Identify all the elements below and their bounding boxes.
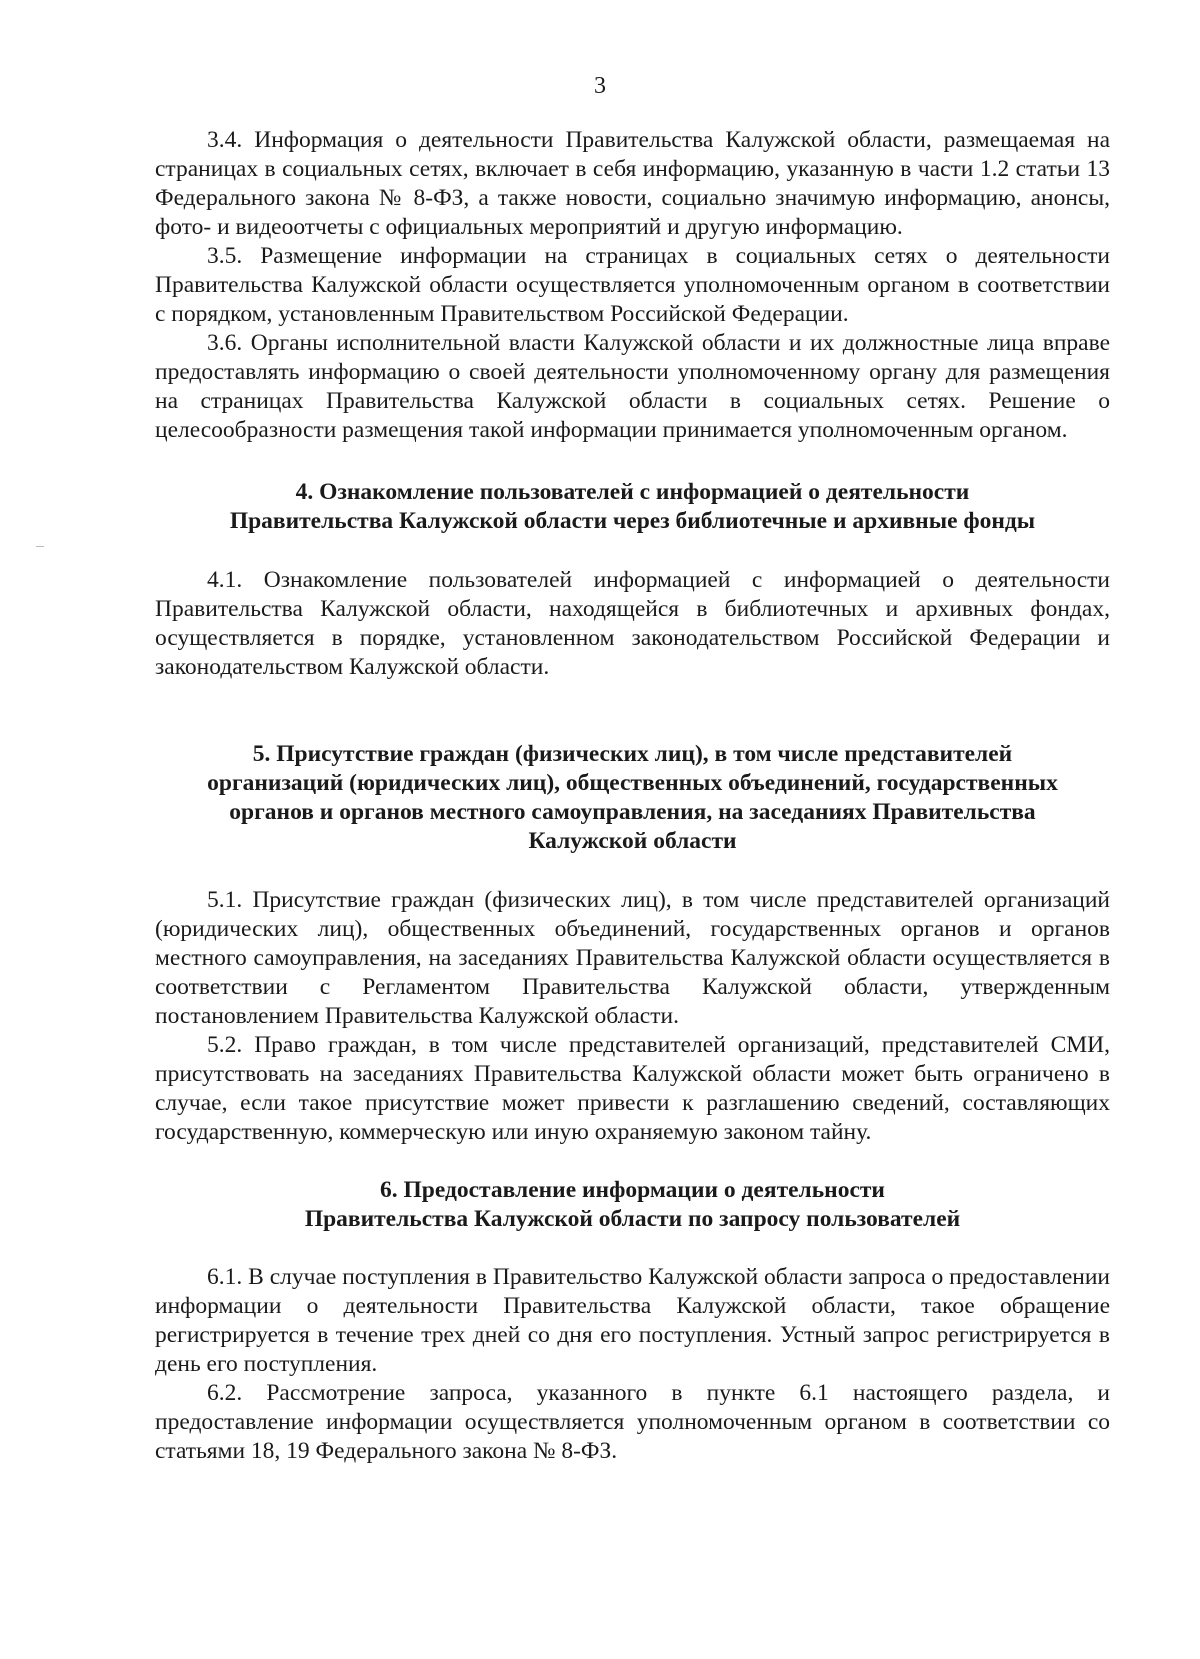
paragraph-6-2: 6.2. Рассмотрение запроса, указанного в пункте 6.1 настоящего раздела, и предоставление информации осуществляется уполномоченным органом в соответствии со статьями 18, 19 Федерального закона № 8-ФЗ. xyxy=(155,1380,1110,1464)
section-5-heading xyxy=(155,740,1110,856)
section-6 xyxy=(155,1176,1110,1466)
section-5-heading-line: организаций (юридических лиц), общественных объединений, государственных xyxy=(207,770,1058,796)
section-6-heading-line: 6. Предоставление информации о деятельности xyxy=(380,1177,885,1203)
section-5-heading-line: Калужской области xyxy=(528,828,737,854)
paragraph-3-5: 3.5. Размещение информации на страницах в социальных сетях о деятельности Правительства Калужской области осуществляется уполномоченным органом в соответствии с порядком, установленным Правительством Российской Федерации. xyxy=(155,243,1110,327)
section-6-heading-line: Правительства Калужской области по запросу пользователей xyxy=(304,1206,961,1232)
paragraph-6-1: 6.1. В случае поступления в Правительство Калужской области запроса о предоставлении информации о деятельности Правительства Калужской области, такое обращение регистрируется в течение трех дней со дня его поступления. Устный запрос регистрируется в день его поступления. xyxy=(155,1264,1110,1377)
scan-artifact-mark xyxy=(36,546,44,547)
section-6-heading xyxy=(155,1176,1110,1234)
paragraph-5-1: 5.1. Присутствие граждан (физических лиц), в том числе представителей организаций (юридических лиц), общественных объединений, государственных органов и органов местного самоуправления, на заседаниях Правительства Калужской области осуществляется в соответствии с Регламентом Правительства Калужской области, утвержденным постановлением Правительства Калужской области. xyxy=(155,887,1110,1029)
paragraph-5-2: 5.2. Право граждан, в том числе представителей организаций, представителей СМИ, присутствовать на заседаниях Правительства Калужской области может быть ограничено в случае, если такое присутствие может привести к разглашению сведений, составляющих государственную, коммерческую или иную охраняемую законом тайну. xyxy=(155,1032,1110,1145)
document-body xyxy=(155,126,1110,1466)
paragraph-3-6: 3.6. Органы исполнительной власти Калужской области и их должностные лица вправе предоставлять информацию о своей деятельности уполномоченному органу для размещения на страницах Правительства Калужской области в социальных сетях. Решение о целесообразности размещения такой информации принимается уполномоченным органом. xyxy=(155,330,1110,443)
section-5 xyxy=(155,740,1110,1147)
page-number: 3 xyxy=(594,73,606,99)
section-5-heading-line: органов и органов местного самоуправления, на заседаниях Правительства xyxy=(229,799,1036,825)
paragraph-4-1: 4.1. Ознакомление пользователей информацией с информацией о деятельности Правительства Калужской области, находящейся в библиотечных и архивных фондах, осуществляется в порядке, установленном законодательством Российской Федерации и законодательством Калужской области. xyxy=(155,567,1110,680)
section-3 xyxy=(155,126,1110,445)
section-4-heading-line: Правительства Калужской области через библиотечные и архивные фонды xyxy=(229,508,1036,534)
section-4-heading-line: 4. Ознакомление пользователей с информацией о деятельности xyxy=(295,479,970,505)
section-4-heading xyxy=(155,478,1110,536)
section-5-heading-line: 5. Присутствие граждан (физических лиц), в том числе представителей xyxy=(252,741,1013,767)
section-4 xyxy=(155,478,1110,682)
paragraph-3-4: 3.4. Информация о деятельности Правительства Калужской области, размещаемая на страницах в социальных сетях, включает в себя информацию, указанную в части 1.2 статьи 13 Федерального закона № 8-ФЗ, а также новости, социально значимую информацию, анонсы, фото- и видеоотчеты с официальных мероприятий и другую информацию. xyxy=(155,127,1110,240)
